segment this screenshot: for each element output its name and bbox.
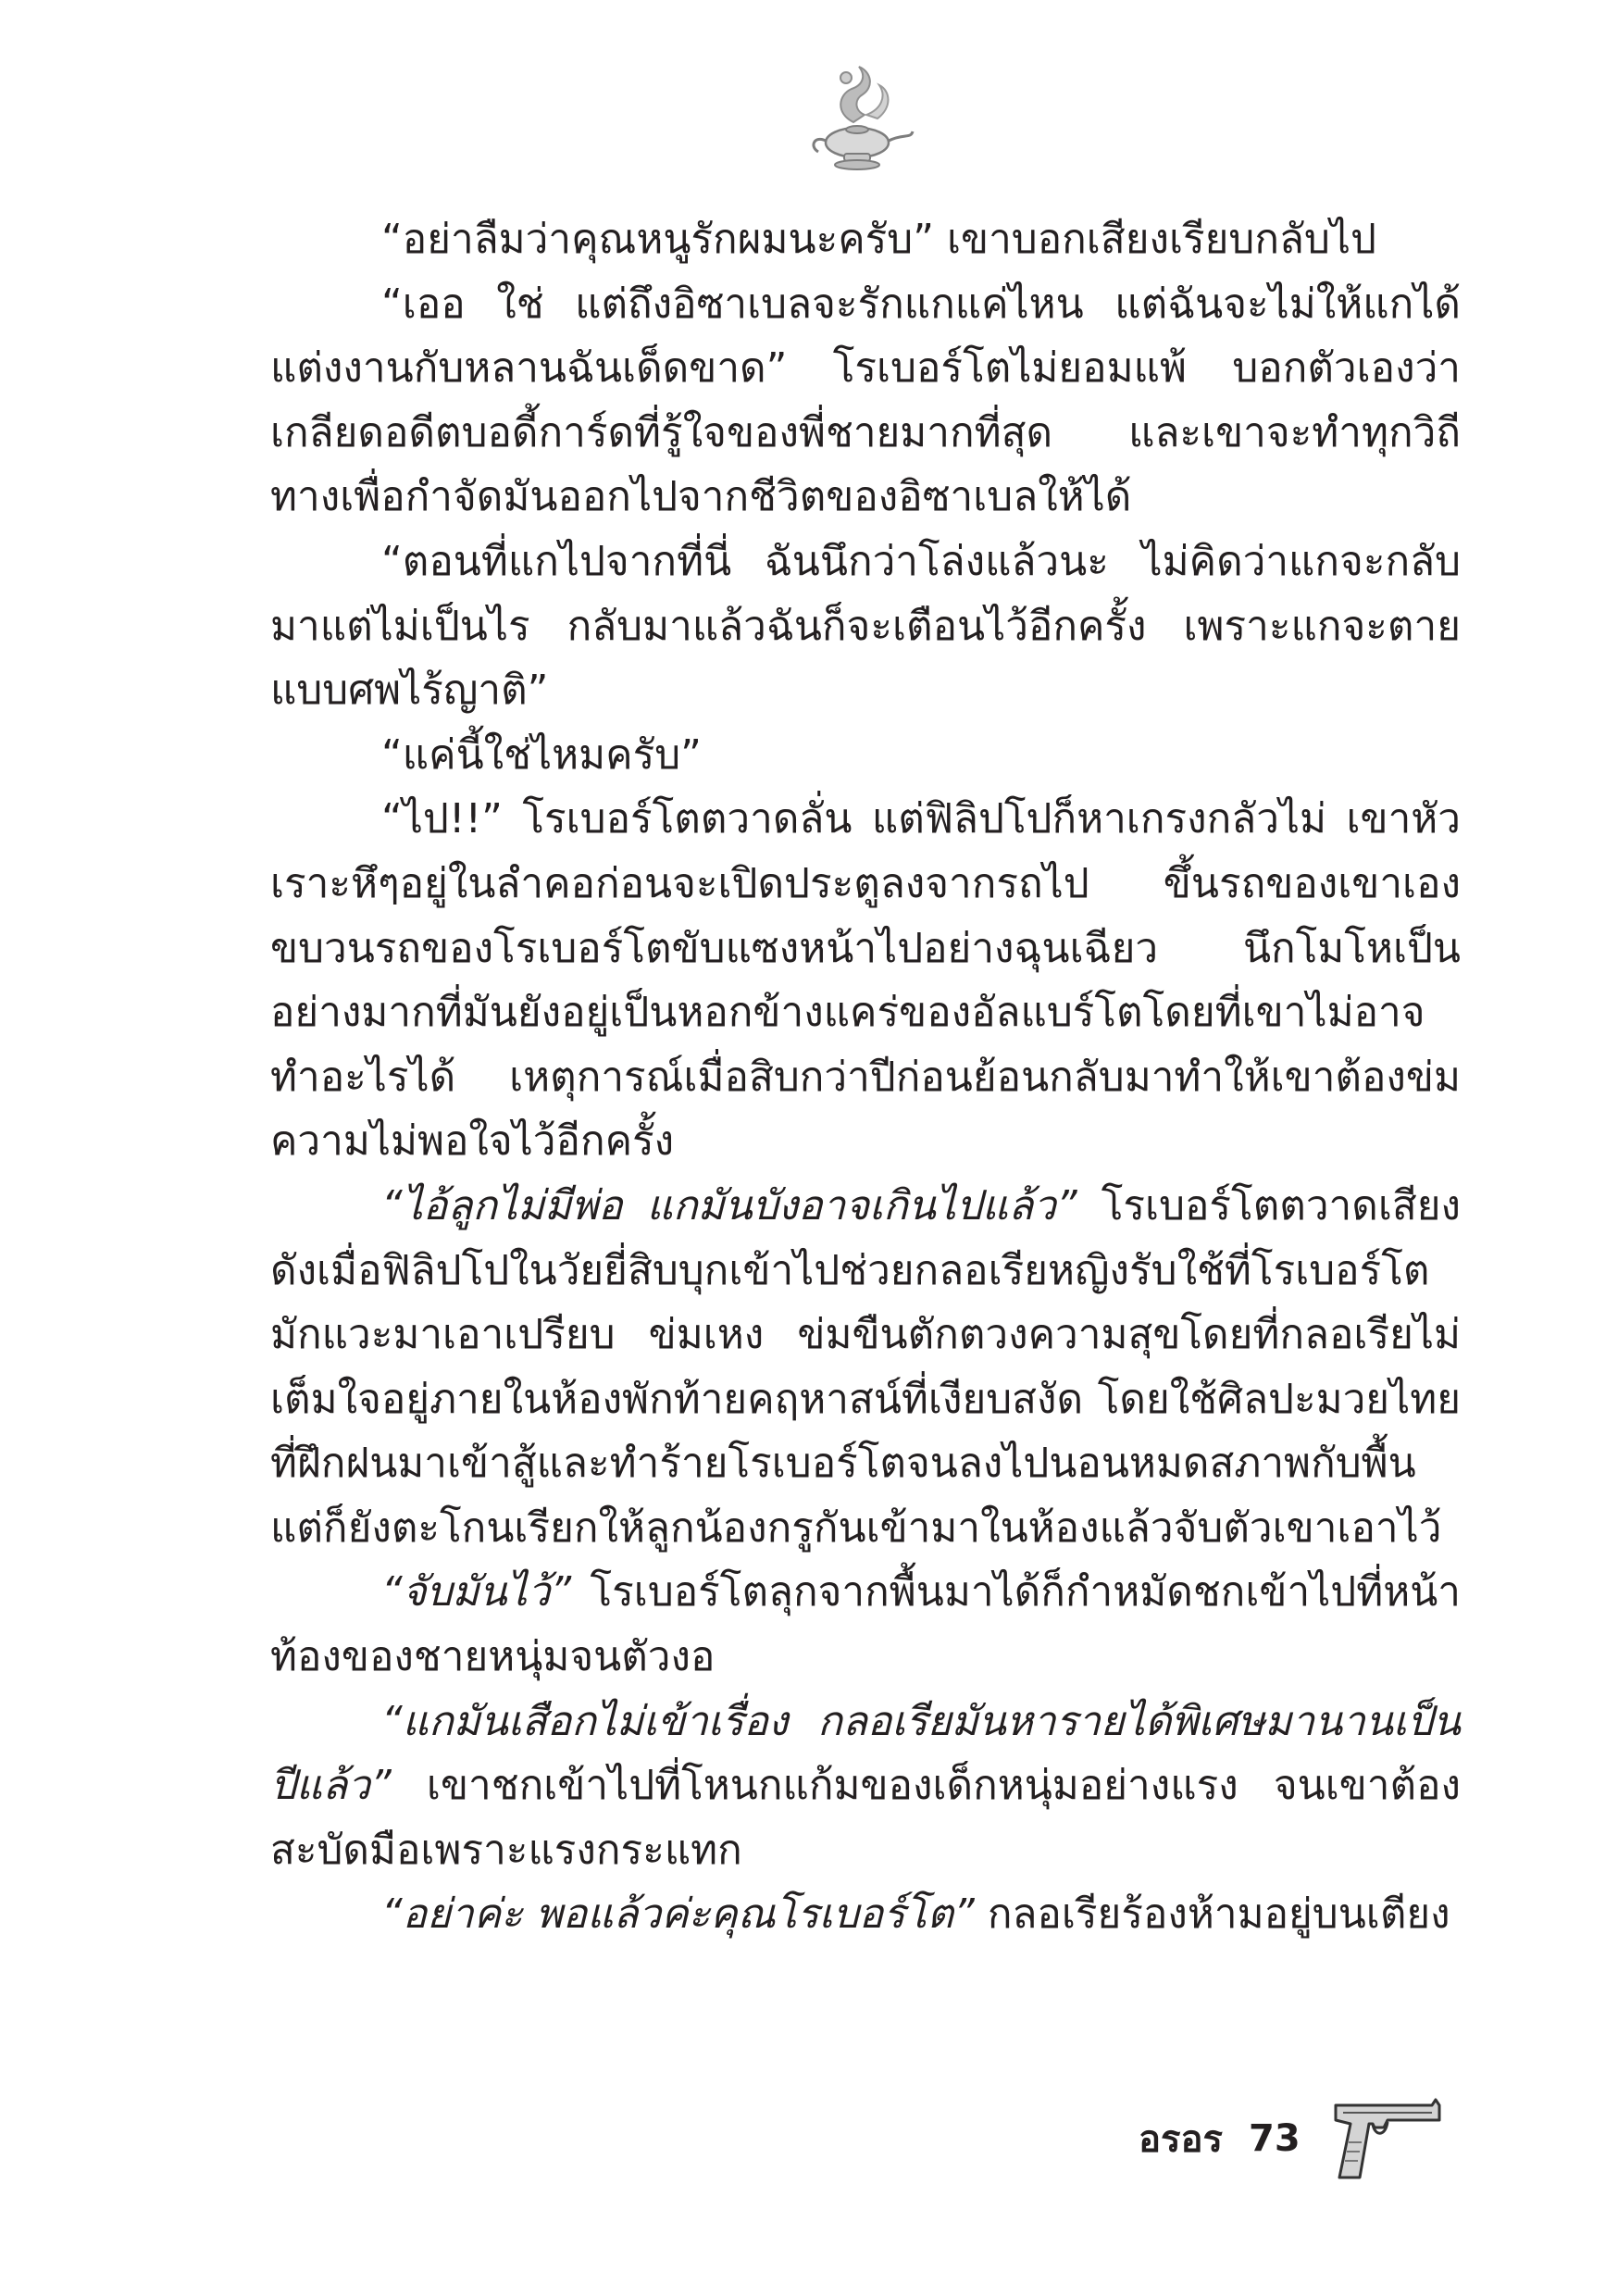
- body-paragraph: [270, 1174, 1461, 1561]
- body-paragraph: [270, 272, 1461, 530]
- page-number: 73: [1249, 2117, 1301, 2160]
- body-paragraph: [270, 787, 1461, 1174]
- body-paragraph: [270, 530, 1461, 723]
- body-text: [270, 207, 1461, 1947]
- italic-dialogue: “แกมันเสือกไม่เข้าเรื่อง กลอเรียมันหารายได้พิเศษมานานเป็นปีแล้ว”: [270, 1697, 1461, 1810]
- italic-dialogue: “อย่าค่ะ พอแล้วค่ะคุณโรเบอร์โต”: [381, 1890, 975, 1939]
- italic-dialogue: “ไอ้ลูกไม่มีพ่อ แกมันบังอาจเกินไปแล้ว”: [381, 1181, 1077, 1229]
- text-run: “อย่าลืมว่าคุณหนูรักผมนะครับ” เขาบอกเสียงเรียบกลับไป: [381, 216, 1376, 263]
- text-run: กลอเรียร้องห้ามอยู่บนเตียง: [974, 1890, 1450, 1939]
- gun-icon: [1332, 2096, 1441, 2181]
- text-run: “ตอนที่แกไปจากที่นี่ ฉันนึกว่าโล่งแล้วนะ ไม่คิดว่าแกจะกลับมาแต่ไม่เป็นไร กลับมาแล้วฉันก็จะเตือนไว้อีกครั้ง เพราะแกจะตายแบบศพไร้ญาติ”: [270, 537, 1461, 715]
- text-run: “ไป!!” โรเบอร์โตตวาดลั่น แต่ฟิลิปโปก็หาเกรงกลัวไม่ เขาหัวเราะหึๆอยู่ในลำคอก่อนจะเปิดประตูลงจากรถไป ขึ้นรถของเขาเอง ขบวนรถของโรเบอร์โตขับแซงหน้าไปอย่างฉุนเฉียว นึกโมโหเป็นอย่างมากที่มันยังอยู่เป็นหอกข้างแคร่ของอัลแบร์โตโดยที่เขาไม่อาจทำอะไรได้ เหตุการณ์เมื่อสิบกว่าปีก่อนย้อนกลับมาทำให้เขาต้องข่มความไม่พอใจไว้อีกครั้ง: [270, 795, 1461, 1166]
- page-footer: [1139, 2092, 1441, 2185]
- body-paragraph: [270, 723, 1461, 788]
- body-paragraph: [270, 1690, 1461, 1883]
- genie-lamp-icon: [798, 57, 916, 176]
- text-run: เขาชกเข้าไปที่โหนกแก้มของเด็กหนุ่มอย่างแรง จนเขาต้องสะบัดมือเพราะแรงกระแทก: [270, 1762, 1461, 1874]
- italic-dialogue: “จับมันไว้”: [381, 1568, 572, 1616]
- body-paragraph: [270, 207, 1461, 272]
- footer-author: อรอร: [1139, 2118, 1224, 2161]
- text-run: โรเบอร์โตตวาดเสียงดังเมื่อฟิลิปโปในวัยยี่สิบบุกเข้าไปช่วยกลอเรียหญิงรับใช้ที่โรเบอร์โตมักแวะมาเอาเปรียบ ข่มเหง ข่มขืนตักตวงความสุขโดยที่กลอเรียไม่เต็มใจอยู่ภายในห้องพักท้ายคฤหาสน์ที่เงียบสงัด โดยใช้ศิลปะมวยไทยที่ฝึกฝนมาเข้าสู้และทำร้ายโรเบอร์โตจนลงไปนอนหมดสภาพกับพื้น แต่ก็ยังตะโกนเรียกให้ลูกน้องกรูกันเข้ามาในห้องแล้วจับตัวเขาเอาไว้: [270, 1181, 1461, 1552]
- text-run: โรเบอร์โตลุกจากพื้นมาได้ก็กำหมัดชกเข้าไปที่หน้าท้องของชายหนุ่มจนตัวงอ: [270, 1568, 1461, 1681]
- text-run: “เออ ใช่ แต่ถึงอิซาเบลจะรักแกแค่ไหน แต่ฉันจะไม่ให้แกได้แต่งงานกับหลานฉันเด็ดขาด” โรเบอร์โตไม่ยอมแพ้ บอกตัวเองว่าเกลียดอดีตบอดี้การ์ดที่รู้ใจของพี่ชายมากที่สุด และเขาจะทำทุกวิถีทางเพื่อกำจัดมันออกไปจากชีวิตของอิซาเบลให้ได้: [270, 280, 1461, 521]
- body-paragraph: [270, 1882, 1461, 1947]
- text-run: “แค่นี้ใช่ไหมครับ”: [381, 730, 702, 779]
- body-paragraph: [270, 1560, 1461, 1689]
